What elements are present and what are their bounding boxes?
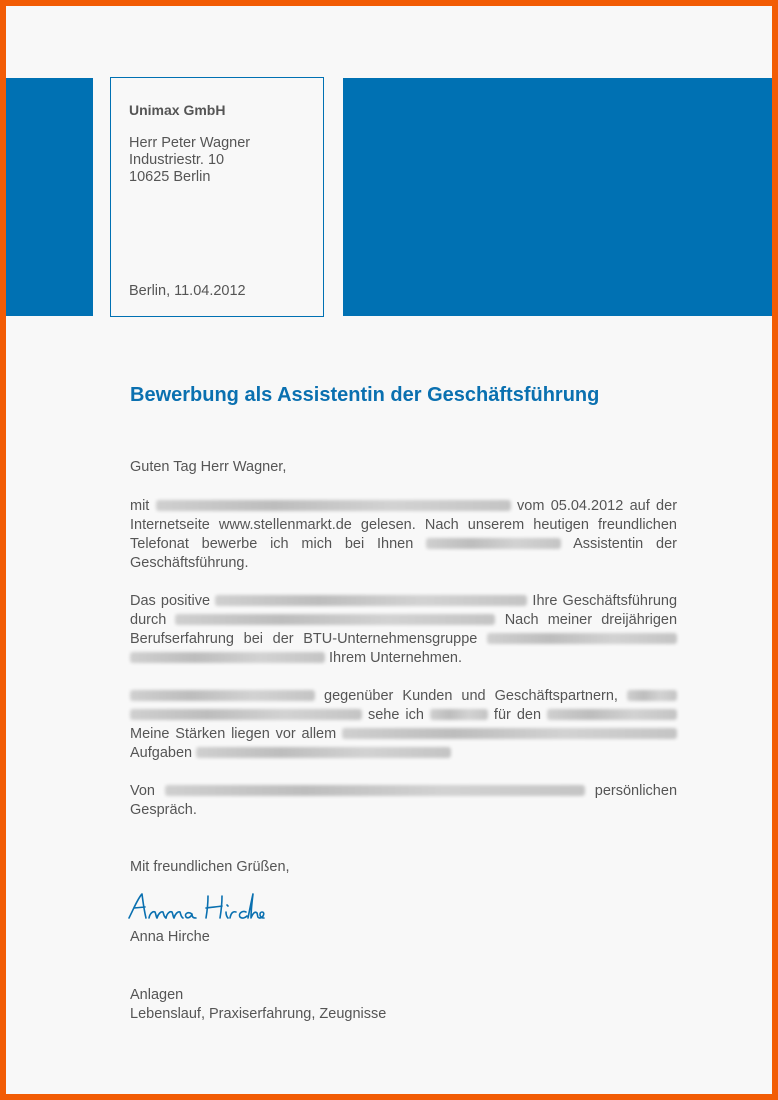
paragraph-3-text-a: gegenüber Kunden und Geschäftspartnern, — [324, 688, 618, 704]
paragraph-2-text-c: Nach meiner dreijährigen Berufserfahrung bei der BTU-Unternehmensgruppe — [130, 612, 678, 647]
paragraph-4-text-a: Von — [130, 783, 155, 799]
recipient-city: 10625 Berlin — [129, 169, 211, 185]
redacted-text — [547, 709, 677, 720]
subject-line: Bewerbung als Assistentin der Geschäftsführung — [130, 384, 600, 406]
paragraph-3-text-d: Meine Stärken liegen vor allem — [130, 726, 337, 742]
paragraph-1-text-b: vom 05.04.2012 auf der Internetseite www.stellenmarkt.de gelesen. Nach unserem heutigen freundlichen Telefonat bewerbe ich mich bei Ihnen — [130, 498, 678, 552]
redacted-text — [130, 690, 315, 701]
paragraph-2-text-a: Das positive — [130, 593, 211, 609]
salutation: Guten Tag Herr Wagner, — [130, 459, 287, 475]
paragraph-1 — [130, 497, 677, 573]
sender-name: Anna Hirche — [130, 929, 210, 945]
recipient-street: Industriestr. 10 — [129, 152, 225, 168]
redacted-text — [156, 500, 511, 511]
redacted-text — [487, 633, 677, 644]
enclosures-list: Lebenslauf, Praxiserfahrung, Zeugnisse — [130, 1006, 387, 1022]
letter-page — [6, 6, 772, 1094]
paragraph-3 — [130, 687, 677, 763]
redacted-text — [342, 728, 677, 739]
recipient-address-box — [110, 77, 324, 317]
paragraph-2-text-b: Ihre Geschäftsführung durch — [130, 593, 678, 628]
redacted-text — [130, 652, 325, 663]
paragraph-1-text-c: Assistentin der Geschäftsführung. — [130, 536, 678, 571]
header-band-left — [6, 78, 93, 316]
paragraph-4 — [130, 782, 677, 820]
redacted-text — [165, 785, 585, 796]
paragraph-3-text-c: für den — [493, 707, 542, 723]
header-band-right — [343, 78, 772, 316]
redacted-text — [130, 709, 362, 720]
paragraph-1-text-a: mit — [130, 498, 150, 514]
paragraph-2-text-d: Ihrem Unternehmen. — [329, 650, 463, 666]
paragraph-2 — [130, 592, 677, 668]
redacted-text — [426, 538, 561, 549]
recipient-name: Herr Peter Wagner — [129, 135, 251, 151]
redacted-text — [430, 709, 488, 720]
handwritten-signature-icon — [126, 888, 266, 924]
redacted-text — [175, 614, 495, 625]
redacted-text — [627, 690, 677, 701]
recipient-company: Unimax GmbH — [129, 102, 226, 118]
enclosures-label: Anlagen — [130, 987, 184, 1003]
redacted-text — [196, 747, 451, 758]
redacted-text — [215, 595, 527, 606]
letter-date: Berlin, 11.04.2012 — [129, 283, 246, 299]
paragraph-4-text-b: persönlichen Gespräch. — [130, 783, 678, 818]
paragraph-3-text-b: sehe ich — [367, 707, 424, 723]
closing: Mit freundlichen Grüßen, — [130, 859, 290, 875]
paragraph-3-text-e: Aufgaben — [130, 745, 193, 761]
